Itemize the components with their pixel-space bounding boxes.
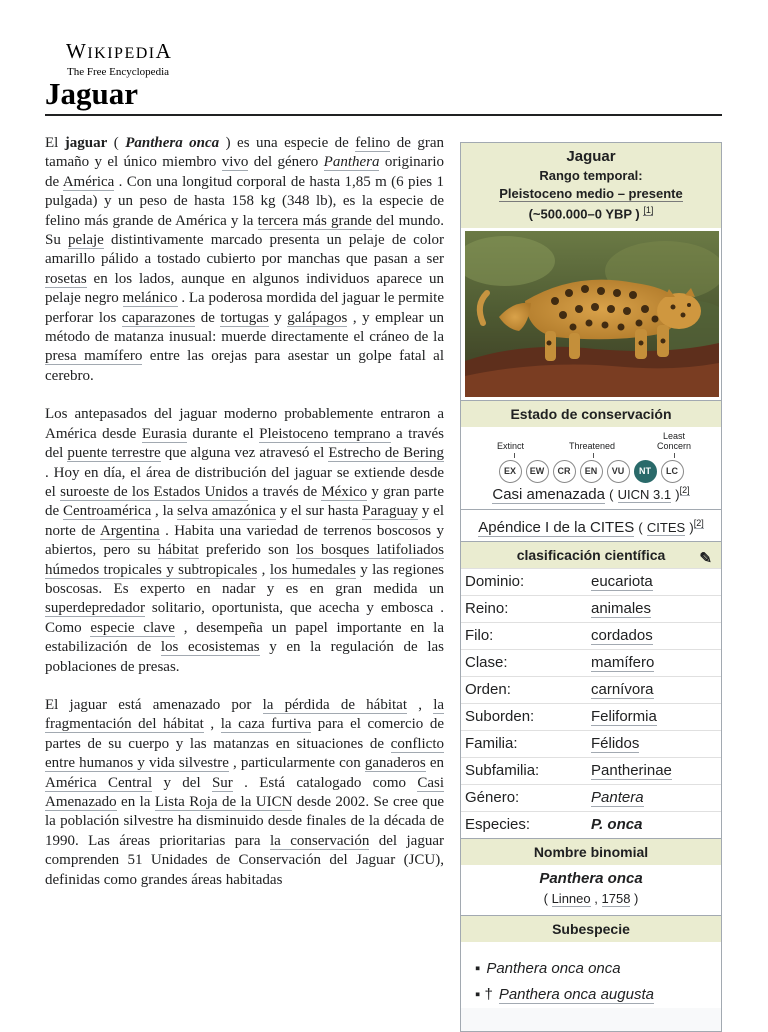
article-link[interactable]: Sur (211, 774, 233, 791)
article-link[interactable]: los ecosistemas (160, 639, 260, 656)
status-ref[interactable]: [2] (679, 485, 690, 496)
article-link[interactable]: galápagos (287, 309, 348, 326)
article-link[interactable]: Lista Roja de la UICN (154, 794, 293, 810)
category-vu[interactable]: VU (607, 460, 630, 483)
article-text: en la (116, 794, 155, 810)
article-text: , y emplear un método de matanza inusual: muerde directamente el cráneo de la (45, 309, 444, 346)
subspecies-list (461, 942, 721, 1008)
taxonomy-row (461, 730, 721, 757)
taxonomy-value (591, 812, 721, 838)
jaguar-image[interactable] (461, 228, 721, 400)
taxonomy-row (461, 676, 721, 703)
article-link[interactable]: ganaderos (364, 755, 426, 772)
category-ew[interactable]: EW (526, 460, 549, 483)
paragraph-1 (45, 134, 444, 386)
scale-label-least: Least (663, 431, 686, 442)
article-link[interactable]: caparazones (121, 309, 196, 326)
article-link[interactable]: selva amazónica (177, 503, 276, 520)
article-text: . Habita una variedad de terrenos boscosos y abiertos, pero su (45, 522, 444, 559)
scale-label-extinct: Extinct (497, 441, 525, 452)
taxon-link[interactable]: Pantera (591, 789, 644, 807)
cites-row: Apéndice I de la CITES ( CITES )[2] (461, 509, 721, 541)
subspecies-link[interactable]: Panthera onca augusta (498, 986, 654, 1004)
binomial-section (461, 865, 721, 915)
taxon-link[interactable]: Pantherinae (591, 762, 672, 780)
article-link[interactable]: la caza furtiva (220, 716, 312, 733)
article-text: . Con una longitud corporal de hasta 1,85 m (6 pies 1 pulgada) y un peso de hasta 158 kg (348 lb), es la especie de felino más grande de América y la (45, 173, 444, 229)
article-text: durante el (186, 425, 260, 442)
article-link[interactable]: Casi Amenazado (45, 774, 444, 810)
category-lc[interactable]: LC (661, 460, 684, 483)
article-link[interactable]: los bosques latifoliados húmedos tropicales y subtropicales (45, 542, 444, 578)
article-link[interactable]: puente terrestre (67, 445, 161, 462)
category-nt[interactable]: NT (634, 460, 657, 483)
article-link[interactable]: Panthera (323, 154, 380, 171)
article-text: ) es una especie de (219, 135, 356, 151)
infobox-header (461, 143, 721, 228)
article-link[interactable]: superdepredador (45, 600, 145, 617)
subspecies-item (475, 956, 721, 982)
article-text: entre las orejas para asestar un golpe fatal al cerebro. (45, 348, 444, 384)
binomial-authority: ( Linneo , 1758 ) (543, 891, 639, 907)
range-label: Rango temporal: (539, 168, 643, 183)
article-text: desde 2002. Se cree que la población silvestre ha disminuido desde finales de la década de 1990. Las áreas prioritarias para (45, 794, 444, 849)
cites-link[interactable]: Apéndice I de la CITES (478, 519, 635, 537)
taxonomy-row (461, 649, 721, 676)
article-text: en (425, 755, 444, 772)
list-bullet: ▪ † (475, 986, 493, 1004)
taxon-link[interactable]: Feliformia (591, 708, 657, 726)
article-body (45, 134, 444, 909)
taxon-link[interactable]: Félidos (591, 735, 640, 753)
article-link[interactable]: presa mamífero (45, 348, 143, 365)
article-text: solitario, oportunista, que acecha y embosca . Como (45, 600, 444, 636)
scale-tick (593, 453, 594, 458)
taxonomy-row (461, 757, 721, 784)
infobox-title: Jaguar (566, 148, 616, 165)
article-text: de gran tamaño y el único miembro (45, 135, 445, 171)
taxonomy-row (461, 811, 721, 838)
article-text: y las regiones boscosas. Es experto en nadar y es en gran medida un (45, 561, 444, 597)
range-link[interactable]: Pleistoceno medio – presente (499, 186, 683, 201)
article-link[interactable]: la fragmentación del hábitat (45, 696, 445, 733)
article-text: . Hoy en día, el área de distribución del jaguar se extiende desde el (45, 464, 444, 500)
article-link[interactable]: especie clave (90, 619, 175, 636)
conservation-scale[interactable] (481, 431, 701, 477)
taxonomy-value (591, 650, 721, 676)
scale-label-threatened: Threatened (569, 441, 616, 452)
status-line: Casi amenazada ( UICN 3.1 )[2] (492, 485, 690, 504)
taxonomy-value (591, 596, 721, 622)
article-link[interactable]: melánico (122, 290, 178, 307)
taxonomy-rank: Reino: (465, 600, 509, 618)
article-text: a través del (45, 425, 445, 462)
range-ref[interactable]: [1] (643, 205, 654, 215)
taxonomy-value (591, 704, 721, 730)
article-link[interactable]: hábitat (157, 542, 199, 559)
cites-ref[interactable]: [2] (693, 518, 704, 529)
taxonomy-row (461, 595, 721, 622)
page-title: Jaguar (45, 76, 138, 111)
article-link[interactable]: los humedales (269, 561, 356, 578)
infobox (460, 142, 722, 1032)
taxonomy-rank: Clase: (465, 654, 508, 672)
article-link[interactable]: Argentina (99, 522, 160, 539)
cites-source-link[interactable]: CITES (646, 520, 686, 536)
article-text: a través de (247, 483, 322, 500)
article-text: , (203, 716, 221, 733)
jaguar-photo (465, 231, 719, 397)
article-link[interactable]: vivo (221, 154, 249, 171)
article-text: y del (152, 774, 212, 791)
edit-pencil-icon[interactable]: ✎ (699, 550, 712, 568)
taxonomy-rank: Subfamilia: (465, 762, 540, 780)
taxonomy-header: clasificación científica ✎ (461, 541, 721, 568)
article-text: del jaguar comprenden 51 Unidades de Conservación del Jaguar (JCU), definidas como grandes áreas habitadas (45, 832, 444, 888)
article-text: , particularmente con (228, 755, 365, 772)
taxonomy-value (591, 677, 721, 703)
range-value (467, 185, 715, 222)
article-text: , (407, 696, 434, 713)
taxonomy-value (591, 623, 721, 649)
taxonomy-rank: Familia: (465, 735, 518, 753)
article-text: . La poderosa mordida del jaguar le permite perforar los (45, 290, 444, 326)
taxonomy-rank: Género: (465, 789, 520, 807)
article-text: ( (107, 135, 126, 151)
taxonomy-rank: Filo: (465, 627, 494, 645)
article-link[interactable]: Pleistoceno temprano (259, 425, 391, 442)
taxonomy-rank: Dominio: (465, 573, 525, 591)
article-link[interactable]: Centroamérica (62, 503, 152, 520)
paragraph-2 (45, 405, 444, 677)
binomial-header: Nombre binomial (461, 838, 721, 865)
taxonomy-value (591, 758, 721, 784)
taxon-link[interactable]: carnívora (591, 681, 654, 699)
article-link[interactable]: México (321, 483, 368, 500)
taxonomy-rank: Orden: (465, 681, 511, 699)
article-text: jaguar (64, 135, 108, 151)
scale-tick (514, 453, 515, 458)
article-text: , (257, 561, 270, 578)
taxon-value: P. onca (591, 816, 643, 834)
scale-label-concern: Concern (657, 441, 692, 452)
article-text: del género (248, 154, 324, 171)
article-text: y (268, 309, 288, 326)
taxonomy-value (591, 731, 721, 757)
article-text: y el norte de (45, 503, 444, 539)
category-ex[interactable]: EX (499, 460, 522, 483)
article-text: en los lados, aunque en algunos individuos aparece un pelaje negro (45, 270, 444, 307)
conservation-header: Estado de conservación (461, 400, 721, 427)
article-link[interactable]: conflicto entre humanos y vida silvestre (45, 735, 444, 772)
article-link[interactable]: Estrecho de Bering (328, 445, 444, 462)
article-link[interactable]: pelaje (68, 232, 104, 249)
taxon-link[interactable]: cordados (591, 627, 653, 645)
article-text: Los antepasados del jaguar moderno probablemente entraron a América desde (45, 406, 444, 442)
article-text: , la (151, 503, 178, 520)
article-text: del mundo. Su (45, 212, 444, 249)
article-link[interactable]: felino (355, 135, 391, 151)
article-text: El (45, 135, 65, 151)
taxon-link[interactable]: animales (591, 600, 652, 618)
taxonomy-value (591, 785, 721, 811)
paragraph-3 (45, 696, 444, 890)
article-link[interactable]: suroeste de los Estados Unidos (60, 483, 248, 500)
taxon-link[interactable]: mamífero (591, 654, 655, 672)
article-link[interactable]: Eurasia (141, 425, 187, 442)
taxonomy-row (461, 622, 721, 649)
conservation-status (461, 427, 721, 509)
article-text: y el sur hasta (275, 503, 363, 520)
binomial-name: Panthera onca (539, 870, 643, 888)
article-text: para el comercio de partes de su cuerpo y las matanzas en situaciones de (45, 716, 444, 752)
taxonomy-rank: Especies: (465, 816, 531, 834)
status-link[interactable]: Casi amenazada (492, 486, 605, 504)
article-text: El jaguar está amenazado por (45, 696, 263, 713)
category-en[interactable]: EN (580, 460, 603, 483)
article-link[interactable]: tortugas (220, 309, 269, 326)
article-link[interactable]: Paraguay (362, 503, 419, 520)
category-circles (481, 460, 701, 483)
article-link[interactable]: la pérdida de hábitat (262, 696, 408, 713)
taxonomy-row (461, 568, 721, 595)
article-link[interactable]: la conservación (269, 832, 370, 849)
taxonomy-table (461, 568, 721, 838)
scale-tick (674, 453, 675, 458)
article-link[interactable]: rosetas (45, 270, 87, 287)
taxon-link[interactable]: eucariota (591, 573, 653, 591)
article-text: , desempeña un papel importante en la estabilización de (45, 619, 444, 656)
range-ybp: (~500.000–0 YBP ) (528, 206, 640, 222)
article-text: originario de (45, 154, 444, 190)
article-text: preferido son (198, 542, 297, 559)
article-link[interactable]: América (62, 173, 115, 190)
article-text: y gran parte de (45, 483, 444, 520)
status-source-link[interactable]: UICN 3.1 (617, 487, 672, 503)
taxonomy-row (461, 784, 721, 811)
title-divider (45, 114, 722, 116)
subspecies-header: Subespecie (461, 915, 721, 942)
article-text: Panthera onca (125, 135, 220, 151)
taxonomy-value (591, 569, 721, 595)
article-text: distintivamente marcado presenta un pelaje de color amarillo pálido a tostado cubierto por manchas que pasan a ser (45, 232, 444, 268)
year-link[interactable]: 1758 (601, 891, 631, 907)
article-text: que alguna vez atravesó el (160, 445, 329, 462)
list-bullet: ▪ (475, 960, 481, 978)
subspecies-name: Panthera onca onca (486, 960, 621, 978)
subspecies-item (475, 982, 721, 1008)
taxonomy-rank: Suborden: (465, 708, 535, 726)
taxonomy-row (461, 703, 721, 730)
article-link[interactable]: tercera más grande (257, 212, 372, 229)
article-text: . Está catalogado como (232, 774, 418, 791)
article-text: y en la regulación de las poblaciones de presas. (45, 639, 445, 675)
logo-wordmark: WIKIPEDIA (66, 39, 173, 63)
category-cr[interactable]: CR (553, 460, 576, 483)
article-link[interactable]: América Central (45, 774, 153, 791)
authority-link[interactable]: Linneo (551, 891, 591, 907)
logo-tagline: The Free Encyclopedia (67, 66, 170, 78)
article-text: de (195, 309, 221, 326)
